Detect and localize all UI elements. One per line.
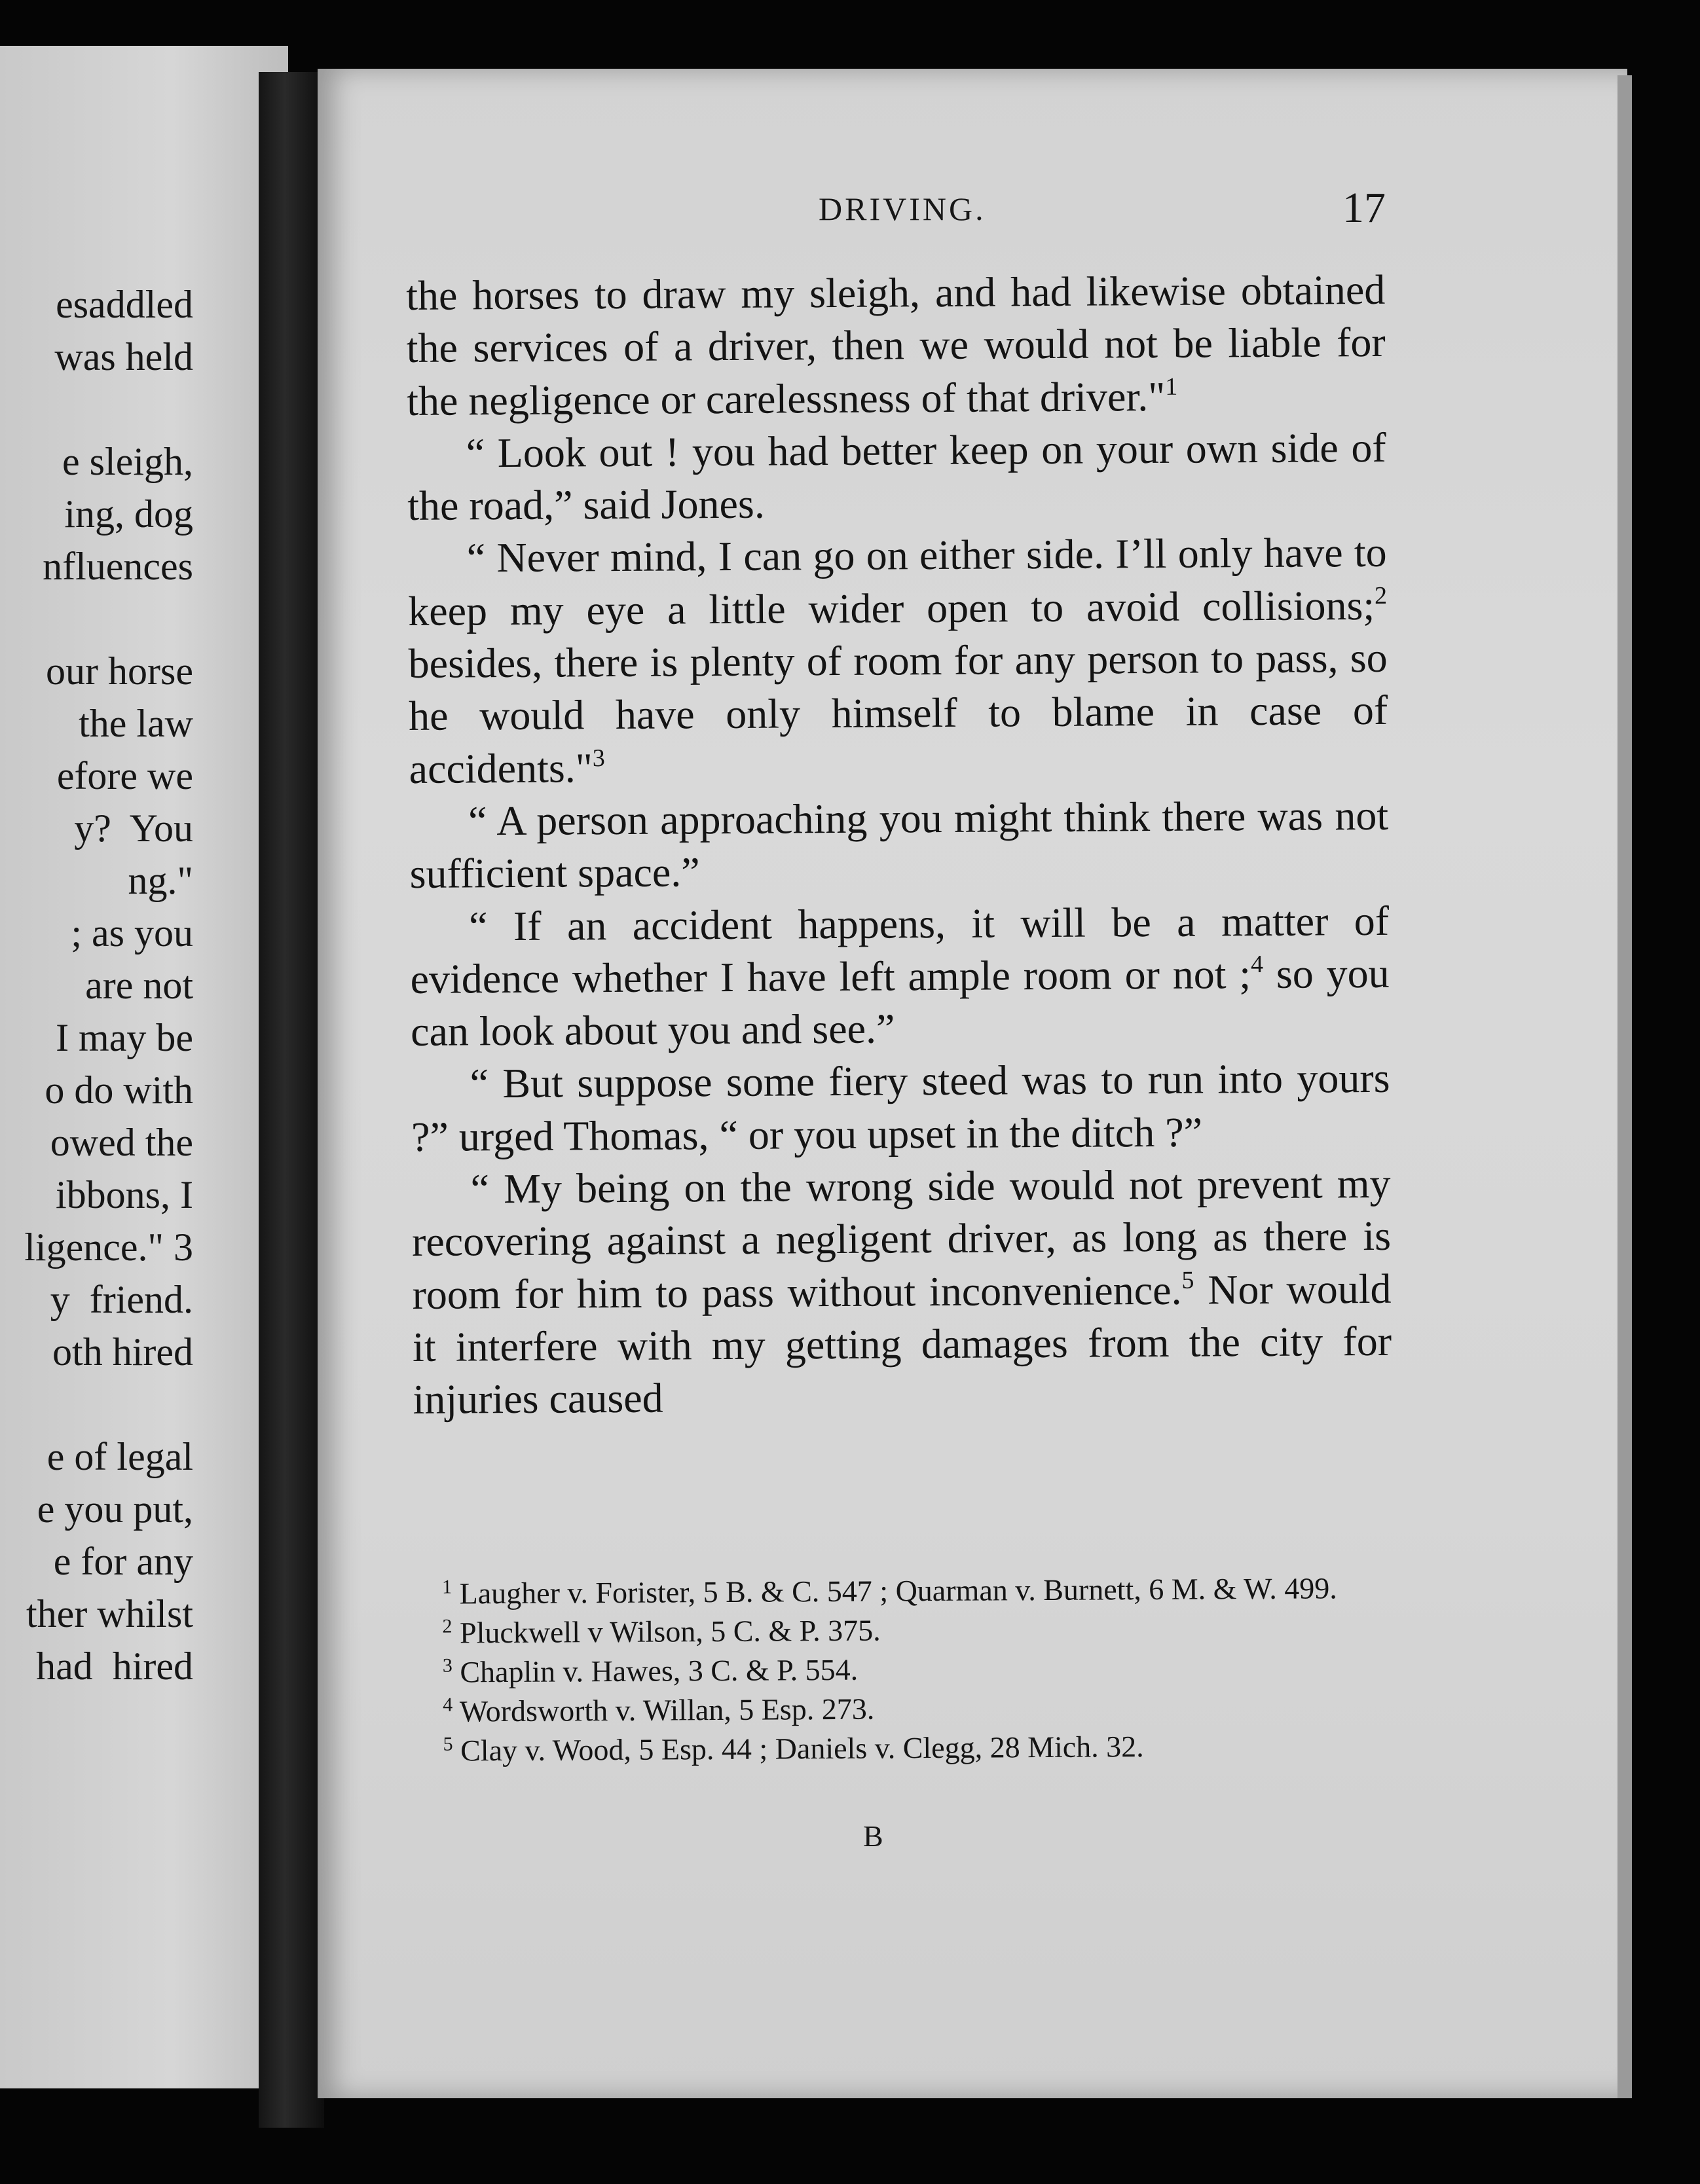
paragraph-7: “ My being on the wrong side would not prevent my recovering against a negligent driver, as long as there is room for him to pass without inconvenience.$^5$ Nor would it interfere with my getting damages from the city for injuries caused [411, 1159, 1392, 1423]
facing-page-line: e of legal [46, 1435, 193, 1478]
running-head: DRIVING. [819, 191, 986, 227]
facing-page-fragment [0, 46, 288, 2088]
page-edge [1617, 75, 1632, 2098]
facing-page-line: ng." [128, 859, 193, 902]
facing-page-line: had hired [36, 1645, 193, 1688]
book-gutter [259, 72, 324, 2128]
facing-page-line: y friend. [50, 1278, 193, 1321]
facing-page-text [0, 278, 193, 1692]
footnote-1: $^1$ Laugher v. Forister, 5 B. & C. 547 ; Quarman v. Burnett, 6 M. & W. 499. [442, 1571, 1337, 1611]
footnote-3: $^3$ Chaplin v. Hawes, 3 C. & P. 554. [442, 1652, 859, 1689]
facing-page-line: owed the [50, 1121, 193, 1164]
paragraph-2: “ Look out ! you had better keep on your own side of the road,” said Jones. [407, 424, 1386, 530]
facing-page-line [0, 1378, 193, 1430]
facing-page-line: our horse [46, 649, 193, 693]
facing-page-line: ther whilst [26, 1592, 193, 1635]
paragraph-5: “ If an accident happens, it will be a matter of evidence whether I have left ample room or not ;$^4$ so you can look about you and see.” [410, 897, 1390, 1055]
facing-page-line: are not [85, 964, 193, 1007]
facing-page-line: e sleigh, [62, 440, 193, 483]
facing-page-line: nfluences [43, 545, 193, 588]
facing-page-line: ; as you [71, 911, 193, 955]
facing-page-line: esaddled [56, 283, 193, 326]
facing-page-line: e for any [53, 1540, 193, 1583]
facing-page-line [0, 592, 193, 645]
signature-mark: B [863, 1819, 883, 1853]
footnote-2: $^2$ Pluckwell v Wilson, 5 C. & P. 375. [442, 1613, 881, 1650]
paragraph-1: the horses to draw my sleigh, and had likewise obtained the services of a driver, then we would not be liable for the negligence or carelessness of that driver."$^1$ [406, 266, 1386, 424]
facing-page-line: oth hired [52, 1330, 193, 1374]
facing-page-line: ing, dog [64, 492, 193, 536]
page-number: 17 [1342, 184, 1386, 232]
facing-page-line: I may be [56, 1016, 193, 1059]
footnote-5: $^5$ Clay v. Wood, 5 Esp. 44 ; Daniels v. Clegg, 28 Mich. 32. [443, 1730, 1144, 1768]
paragraph-4: “ A person approaching you might think there was not sufficient space.” [409, 792, 1389, 898]
facing-page-line: ibbons, I [56, 1173, 193, 1216]
facing-page-line: y? You [74, 807, 193, 850]
facing-page-line: e you put, [37, 1487, 193, 1531]
footnotes [399, 1569, 1380, 1771]
paragraph-3: “ Never mind, I can go on either side. I’ll only have to keep my eye a little wider open to avoid collisions;$^2$ besides, there is plenty of room for any person to pass, so he would have only himself to blame in case of accidents."$^3$ [407, 529, 1388, 792]
body-text [406, 264, 1392, 1427]
facing-page-line: efore we [56, 754, 193, 797]
facing-page-line: o do with [45, 1068, 193, 1112]
facing-page-line: was held [54, 335, 193, 378]
facing-page-line: ligence." 3 [24, 1226, 193, 1269]
facing-page-line [0, 383, 193, 435]
facing-page-line: the law [69, 702, 193, 745]
footnote-4: $^4$ Wordsworth v. Willan, 5 Esp. 273. [443, 1692, 875, 1728]
paragraph-6: “ But suppose some fiery steed was to run into yours ?” urged Thomas, “ or you upset in the ditch ?” [411, 1055, 1390, 1160]
